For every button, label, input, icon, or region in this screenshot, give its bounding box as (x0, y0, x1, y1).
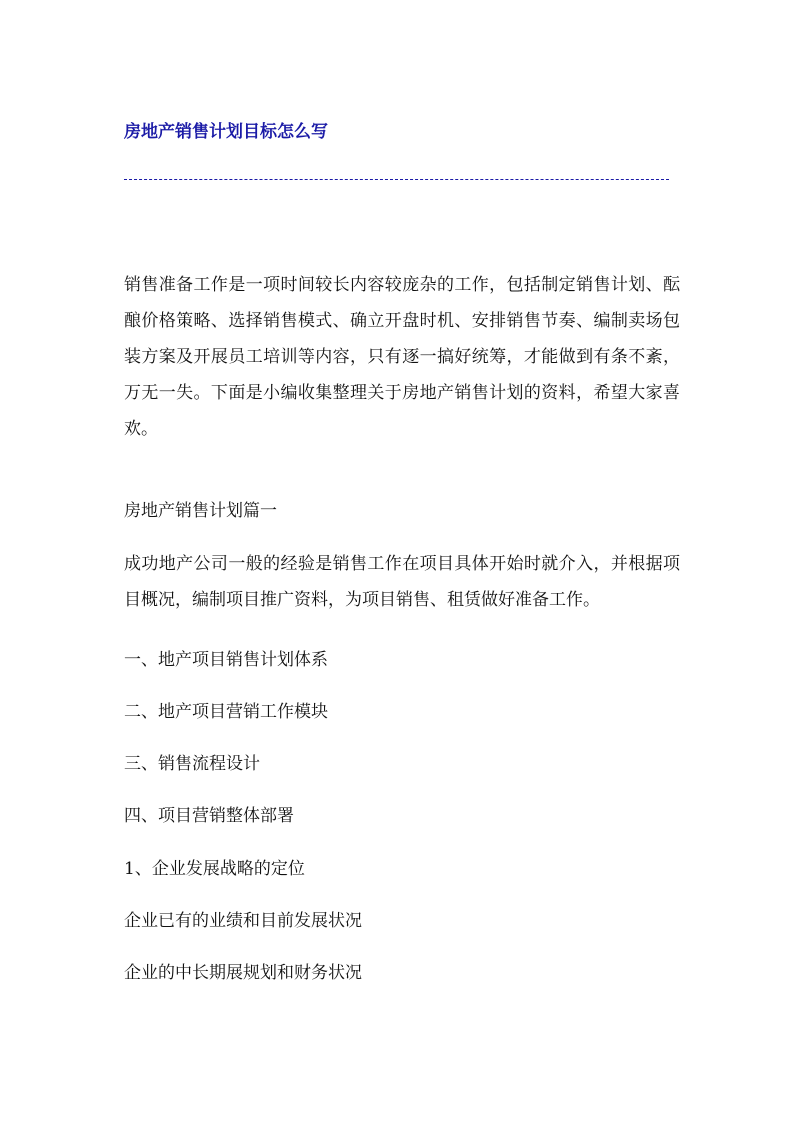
section-heading: 房地产销售计划篇一 (124, 501, 277, 521)
list-item-7: 企业的中长期展规划和财务状况 (124, 963, 362, 983)
document-title: 房地产销售计划目标怎么写 (124, 122, 328, 142)
list-item-4: 四、项目营销整体部署 (124, 806, 294, 826)
list-item-2: 二、地产项目营销工作模块 (124, 702, 328, 722)
dashed-rule (124, 179, 669, 180)
list-item-6: 企业已有的业绩和目前发展状况 (124, 911, 362, 931)
intro-paragraph: 销售准备工作是一项时间较长内容较庞杂的工作，包括制定销售计划、酝酿价格策略、选择销售模式、确立开盘时机、安排销售节奏、编制卖场包装方案及开展员工培训等内容，只有逐一搞好统筹，才能做到有条不紊，万无一失。下面是小编收集整理关于房地产销售计划的资料，希望大家喜欢。 (124, 275, 680, 439)
list-item-3: 三、销售流程设计 (124, 754, 260, 774)
section-paragraph: 成功地产公司一般的经验是销售工作在项目具体开始时就介入，并根据项目概况，编制项目推广资料，为项目销售、租赁做好准备工作。 (124, 554, 680, 610)
list-item-1: 一、地产项目销售计划体系 (124, 650, 328, 670)
list-item-5: 1、企业发展战略的定位 (124, 859, 305, 879)
title-underline (124, 170, 669, 186)
